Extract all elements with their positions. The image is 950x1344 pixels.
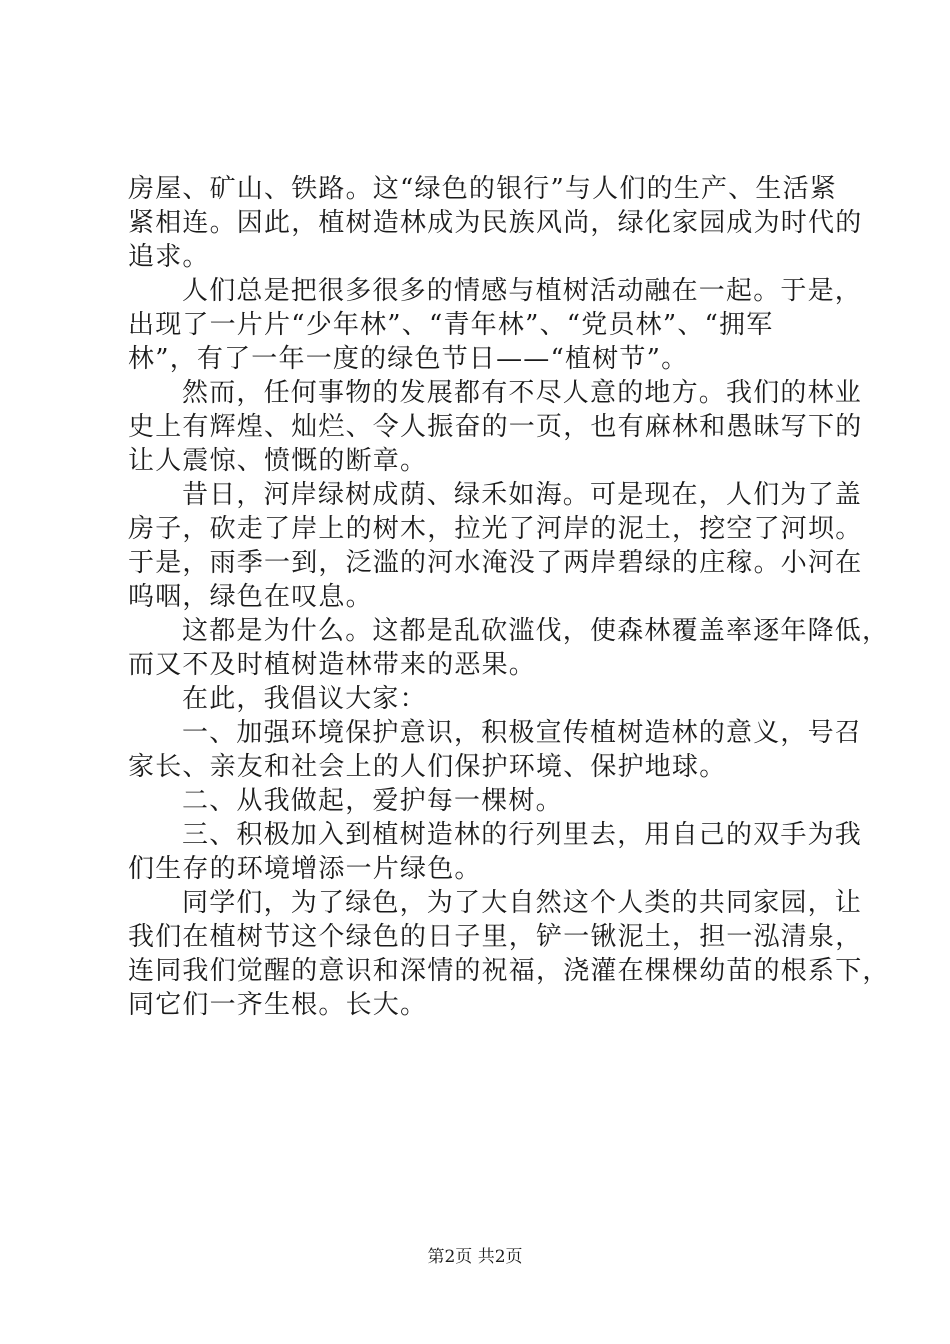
text-line: 追求。	[128, 242, 210, 272]
text-line: 在此，我倡议大家：	[182, 684, 427, 714]
text-line: 呜咽，绿色在叹息。	[128, 582, 373, 612]
text-line: 二、从我做起，爱护每一棵树。	[182, 786, 563, 816]
text-line: 林”，有了一年一度的绿色节日——“植树节”。	[128, 344, 689, 374]
text-line: 这都是为什么。这都是乱砍滥伐，使森林覆盖率逐年降低，	[182, 616, 890, 646]
text-line: 一、加强环境保护意识，积极宣传植树造林的意义，号召	[182, 718, 863, 748]
document-body	[128, 172, 890, 1022]
text-line: 于是，雨季一到，泛滥的河水淹没了两岸碧绿的庄稼。小河在	[128, 548, 863, 578]
text-line: 然而，任何事物的发展都有不尽人意的地方。我们的林业	[182, 378, 863, 408]
text-line: 房子，砍走了岸上的树木，拉光了河岸的泥土，挖空了河坝。	[128, 514, 863, 544]
text-line: 出现了一片片“少年林”、“青年林”、“党员林”、“拥军	[128, 310, 774, 340]
text-line: 房屋、矿山、铁路。这“绿色的银行”与人们的生产、生活紧	[128, 174, 837, 204]
text-line: 同它们一齐生根。长大。	[128, 990, 428, 1020]
text-line: 史上有辉煌、灿烂、令人振奋的一页，也有麻林和愚昧写下的	[128, 412, 863, 442]
text-line: 让人震惊、愤慨的断章。	[128, 446, 428, 476]
text-line: 连同我们觉醒的意识和深情的祝福，浇灌在棵棵幼苗的根系下，	[128, 956, 890, 986]
text-line: 我们在植树节这个绿色的日子里，铲一锹泥土，担一泓清泉，	[128, 922, 863, 952]
text-line: 们生存的环境增添一片绿色。	[128, 854, 482, 884]
text-line: 人们总是把很多很多的情感与植树活动融在一起。于是，	[182, 276, 863, 306]
text-line: 而又不及时植树造林带来的恶果。	[128, 650, 537, 680]
text-line: 三、积极加入到植树造林的行列里去，用自己的双手为我	[182, 820, 863, 850]
text-line: 紧相连。因此，植树造林成为民族风尚，绿化家园成为时代的	[128, 208, 863, 238]
text-line: 昔日，河岸绿树成荫、绿禾如海。可是现在，人们为了盖	[182, 480, 863, 510]
text-line: 同学们，为了绿色，为了大自然这个人类的共同家园，让	[182, 888, 863, 918]
text-line: 家长、亲友和社会上的人们保护环境、保护地球。	[128, 752, 727, 782]
page-footer: 第2页 共2页	[427, 1247, 523, 1267]
